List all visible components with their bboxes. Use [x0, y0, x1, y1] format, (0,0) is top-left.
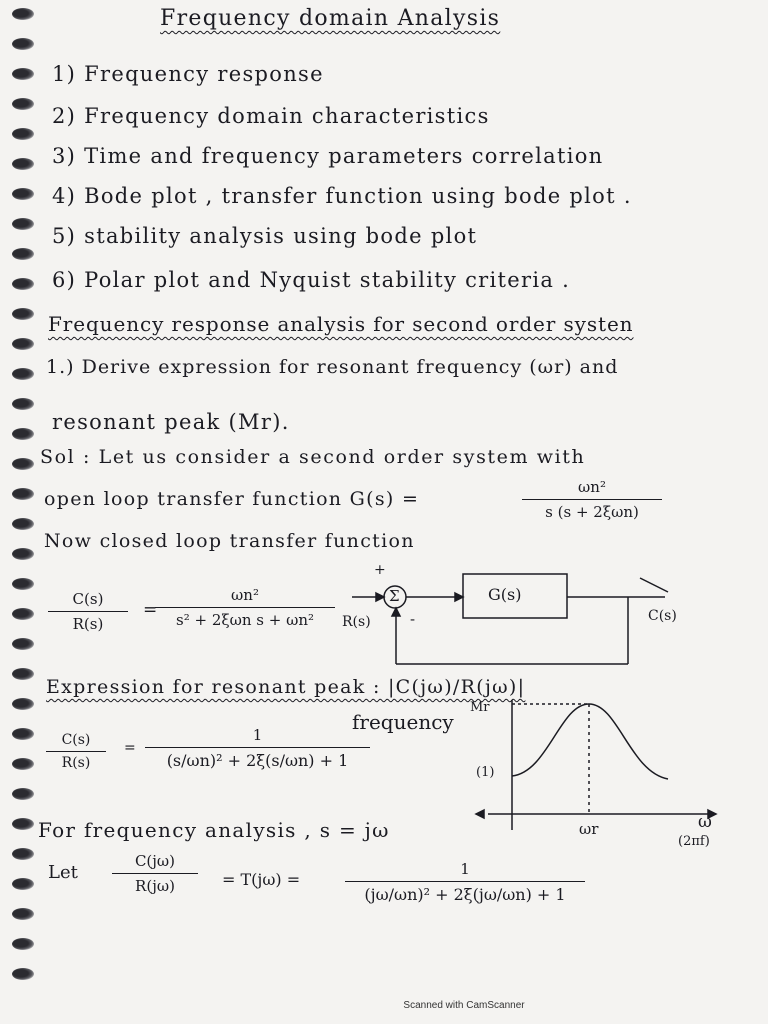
resonant-peak-heading-text: Expression for resonant peak : |C(jω)/R(jω)|: [46, 676, 526, 698]
minus-sign: -: [410, 610, 416, 628]
topic-item: 6) Polar plot and Nyquist stability criteria .: [52, 268, 571, 292]
frequency-rhs: [345, 860, 585, 904]
section-heading: Frequency response analysis for second order systen: [48, 312, 634, 336]
frequency-lhs: [112, 852, 198, 895]
fraction-denominator: s (s + 2ξωn): [545, 503, 639, 521]
fraction-denominator: R(s): [72, 615, 104, 633]
fraction-denominator: R(jω): [135, 877, 175, 895]
topic-item: 4) Bode plot , transfer function using bode plot .: [52, 184, 632, 208]
topic-item: 5) stability analysis using bode plot: [52, 224, 478, 248]
equals-sign: =: [124, 740, 136, 756]
fraction-denominator: s² + 2ξωn s + ωn²: [176, 611, 314, 629]
fraction-denominator: (s/ωn)² + 2ξ(s/ωn) + 1: [166, 751, 349, 770]
closed-loop-label: Now closed loop transfer function: [44, 530, 415, 552]
solution-line: Sol : Let us consider a second order system with: [40, 446, 586, 468]
frequency-analysis-line: For frequency analysis , s = jω: [38, 818, 390, 842]
page-title: Frequency domain Analysis: [160, 6, 501, 31]
input-label: R(s): [342, 614, 371, 630]
fraction-numerator: C(jω): [134, 852, 176, 870]
summing-junction: Σ: [389, 587, 400, 605]
fraction-numerator: 1: [460, 860, 470, 878]
fraction-numerator: 1: [252, 726, 263, 744]
fraction-numerator: C(s): [61, 732, 91, 748]
let-label: Let: [48, 862, 78, 883]
fraction-numerator: C(s): [72, 590, 104, 608]
question-line: 1.) Derive expression for resonant frequency (ωr) and: [46, 356, 619, 378]
x-axis-label: ω: [698, 812, 712, 832]
fraction-denominator: R(s): [61, 755, 91, 771]
plus-sign: +: [374, 562, 386, 578]
scanner-watermark: Scanned with CamScanner: [403, 1000, 525, 1011]
x-axis-sublabel: (2πf): [678, 834, 710, 849]
transfer-label: = T(jω) =: [222, 870, 301, 889]
topic-item: 2) Frequency domain characteristics: [52, 104, 490, 128]
open-loop-label: open loop transfer function G(s) =: [44, 488, 420, 510]
topic-item: 1) Frequency response: [52, 62, 324, 86]
frequency-label: frequency: [352, 710, 454, 734]
block-label: G(s): [488, 585, 522, 604]
unit-level-label: (1): [476, 765, 495, 780]
fraction-numerator: ωn²: [578, 478, 606, 496]
peak-label: Mr: [470, 700, 490, 715]
output-label: C(s): [648, 608, 677, 624]
resonant-frequency-label: ωr: [579, 820, 599, 838]
topic-item: 3) Time and frequency parameters correlation: [52, 144, 604, 168]
question-line: resonant peak (Mr).: [52, 410, 290, 434]
fraction-numerator: ωn²: [231, 586, 259, 604]
fraction-denominator: (jω/ωn)² + 2ξ(jω/ωn) + 1: [364, 885, 566, 904]
equals-sign: =: [143, 600, 158, 620]
